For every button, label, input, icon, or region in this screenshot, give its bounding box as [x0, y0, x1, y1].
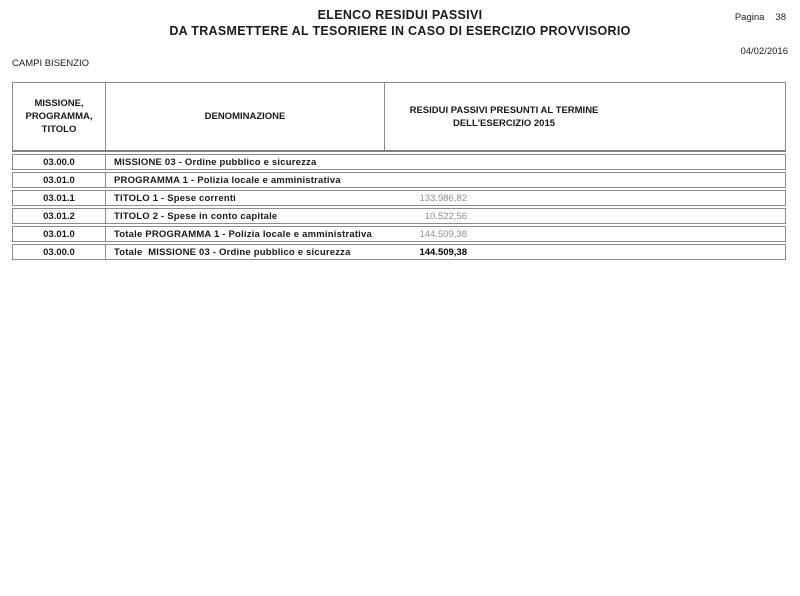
column-header-missione-line2: PROGRAMMA,: [25, 111, 93, 122]
row-value-total: 144.509,38: [419, 247, 467, 258]
row-denominazione: TITOLO 2 - Spese in conto capitale: [114, 210, 278, 222]
page-number: 38: [775, 12, 786, 23]
column-header-denominazione-label: DENOMINAZIONE: [204, 111, 286, 122]
table-row-titolo-2: [12, 208, 786, 224]
table-row-programma-1: [12, 172, 786, 188]
report-title: ELENCO RESIDUI PASSIVI: [317, 8, 483, 22]
row-code: 03.01.0: [13, 227, 106, 241]
row-denominazione: Totale PROGRAMMA 1 - Polizia locale e amministrativa: [114, 228, 372, 240]
column-header-residui: [385, 83, 787, 150]
table-row-totale-missione-03: [12, 244, 786, 260]
row-code: 03.01.1: [13, 191, 106, 205]
column-header-missione: [13, 83, 106, 150]
row-denominazione: MISSIONE 03 - Ordine pubblico e sicurezza: [114, 156, 317, 168]
column-header-missione-line3: TITOLO: [41, 124, 77, 135]
row-code: 03.01.2: [13, 209, 106, 223]
column-header-denominazione: [106, 83, 385, 150]
row-value: 133.986,82: [419, 193, 467, 204]
table-header-row: [12, 82, 786, 152]
entity-name: CAMPI BISENZIO: [12, 58, 90, 69]
row-code: 03.01.0: [13, 173, 106, 187]
row-value: 144.509,38: [419, 229, 467, 240]
row-value: 10.522,56: [424, 211, 467, 222]
table-row-titolo-1: [12, 190, 786, 206]
column-header-residui-line2: DELL'ESERCIZIO 2015: [452, 117, 556, 129]
page-indicator: [735, 12, 786, 23]
column-header-residui-line1: RESIDUI PASSIVI PRESUNTI AL TERMINE: [409, 104, 599, 116]
page-label: Pagina: [734, 12, 765, 23]
column-header-missione-line1: MISSIONE,: [34, 98, 84, 109]
residui-table: [12, 82, 786, 260]
report-subtitle: DA TRASMETTERE AL TESORIERE IN CASO DI ESERCIZIO PROVVISORIO: [169, 24, 631, 38]
row-code: 03.00.0: [13, 155, 106, 169]
row-code: 03.00.0: [13, 245, 106, 259]
table-row-missione-03: [12, 154, 786, 170]
row-denominazione: TITOLO 1 - Spese correnti: [114, 192, 237, 204]
row-denominazione: Totale MISSIONE 03 - Ordine pubblico e sicurezza: [114, 246, 351, 258]
report-date: 04/02/2016: [740, 46, 788, 57]
table-row-totale-programma-1: [12, 226, 786, 242]
row-denominazione: PROGRAMMA 1 - Polizia locale e amministrativa: [114, 174, 341, 186]
